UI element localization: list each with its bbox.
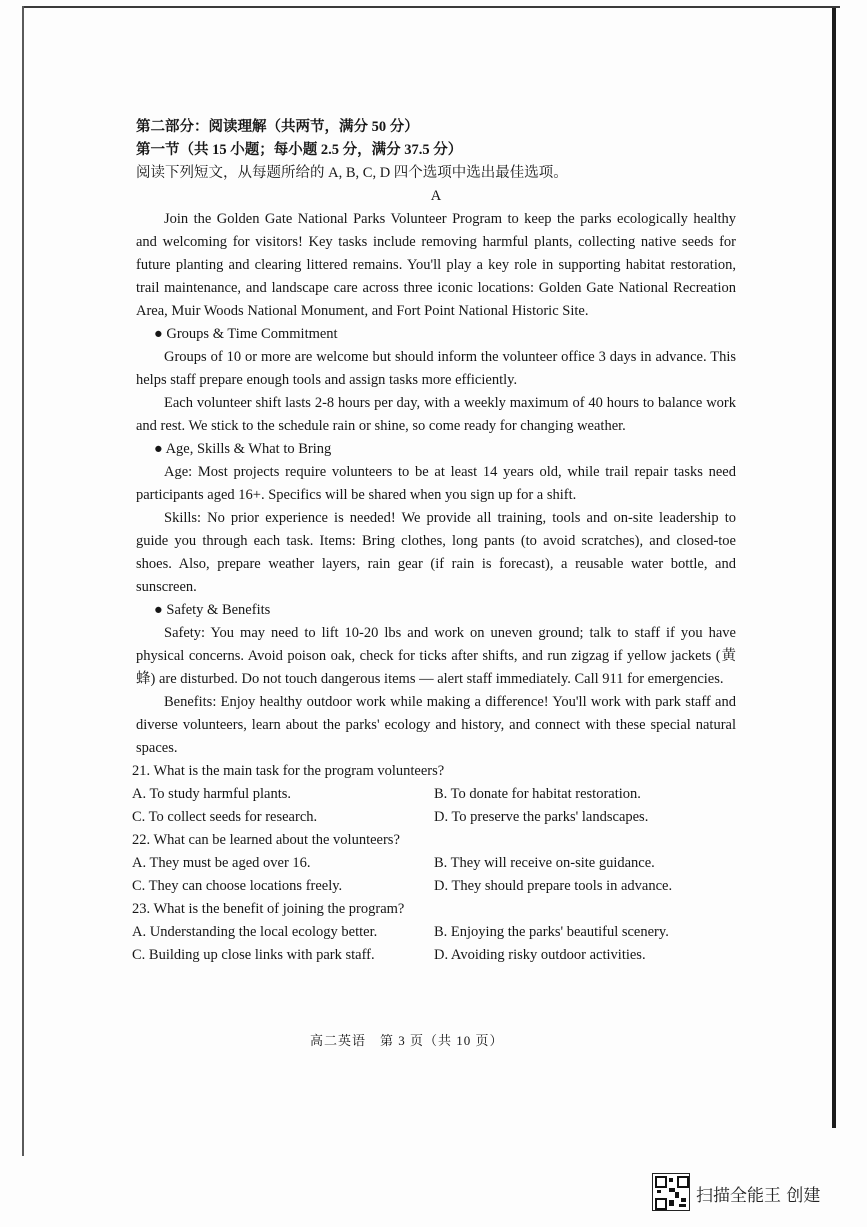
passage-heading-groups: ● Groups & Time Commitment bbox=[154, 326, 338, 342]
option-b: B. To donate for habitat restoration. bbox=[434, 786, 641, 802]
passage-intro: Join the Golden Gate National Parks Volunteer Program to keep the parks ecologically healthy and welcoming for visitors! Key tasks include removing harmful plants, collecting native seeds for future planting and clearing littered remains. You'll play a key role in supporting habitat restoration, trail maintenance, and landscape care across three iconic locations: Golden Gate National Recreation Area, Muir Woods National Monument, and Fort Point National Historic Site. bbox=[136, 211, 736, 319]
section-heading: 第一节（共 15 小题；每小题 2.5 分，满分 37.5 分） bbox=[136, 142, 463, 158]
option-a: A. To study harmful plants. bbox=[132, 786, 292, 802]
passage-heading-safety: ● Safety & Benefits bbox=[154, 602, 271, 618]
page-edge-right bbox=[832, 8, 836, 1128]
passage-paragraph: Skills: No prior experience is needed! We provide all training, tools and on-site leadership to guide you through each task. Items: Bring clothes, long pants (to avoid scratches), and closed-toe shoes. Also, prepare weather layers, rain gear (if rain is forecast), a reusable water bottle, and sunscreen. bbox=[136, 510, 736, 595]
option-c: C. To collect seeds for research. bbox=[132, 809, 318, 825]
option-b: B. Enjoying the parks' beautiful scenery. bbox=[434, 924, 669, 940]
option-a: A. They must be aged over 16. bbox=[132, 855, 311, 871]
question-22 bbox=[132, 829, 736, 898]
option-c: C. They can choose locations freely. bbox=[132, 878, 343, 894]
question-stem: 23. What is the benefit of joining the program? bbox=[132, 901, 405, 917]
option-b: B. They will receive on-site guidance. bbox=[434, 855, 655, 871]
passage-label: A bbox=[430, 188, 442, 204]
passage-heading-age: ● Age, Skills & What to Bring bbox=[154, 441, 332, 457]
option-d: D. They should prepare tools in advance. bbox=[434, 878, 673, 894]
passage-paragraph: Groups of 10 or more are welcome but should inform the volunteer office 3 days in advance. This helps staff prepare enough tools and assign tasks more efficiently. bbox=[136, 349, 736, 388]
exam-content bbox=[132, 116, 736, 967]
passage-paragraph: Age: Most projects require volunteers to be at least 14 years old, while trail repair tasks need participants aged 16+. Specifics will be shared when you sign up for a shift. bbox=[136, 464, 736, 503]
option-a: A. Understanding the local ecology better. bbox=[132, 924, 378, 940]
page-footer: 高二英语 第 3 页（共 10 页） bbox=[310, 1033, 504, 1048]
passage-paragraph: Safety: You may need to lift 10-20 lbs and work on uneven ground; talk to staff if you have physical concerns. Avoid poison oak, check for ticks after shifts, and run zigzag if yellow jackets (黄蜂) are disturbed. Do not touch dangerous items — alert staff immediately. Call 911 for emergencies. bbox=[136, 625, 736, 687]
question-23 bbox=[132, 898, 736, 967]
instruction: 阅读下列短文，从每题所给的 A, B, C, D 四个选项中选出最佳选项。 bbox=[136, 165, 568, 181]
passage-paragraph: Benefits: Enjoy healthy outdoor work while making a difference! You'll work with park staff and diverse volunteers, learn about the parks' ecology and history, and connect with these special natural spaces. bbox=[136, 694, 736, 756]
page-edge-left bbox=[22, 6, 24, 1156]
option-d: D. Avoiding risky outdoor activities. bbox=[434, 947, 646, 963]
passage-paragraph: Each volunteer shift lasts 2-8 hours per day, with a weekly maximum of 40 hours to balance work and rest. We stick to the schedule rain or shine, so come ready for changing weather. bbox=[136, 395, 736, 434]
option-d: D. To preserve the parks' landscapes. bbox=[434, 809, 649, 825]
question-stem: 21. What is the main task for the program volunteers? bbox=[132, 763, 445, 779]
page-edge-top bbox=[22, 6, 840, 8]
part-heading: 第二部分：阅读理解（共两节，满分 50 分） bbox=[136, 119, 419, 135]
option-c: C. Building up close links with park staff. bbox=[132, 947, 375, 963]
scanner-watermark: 扫描全能王 创建 bbox=[696, 1186, 821, 1206]
qr-code-icon bbox=[652, 1173, 690, 1211]
question-stem: 22. What can be learned about the volunteers? bbox=[132, 832, 400, 848]
question-21 bbox=[132, 760, 736, 829]
